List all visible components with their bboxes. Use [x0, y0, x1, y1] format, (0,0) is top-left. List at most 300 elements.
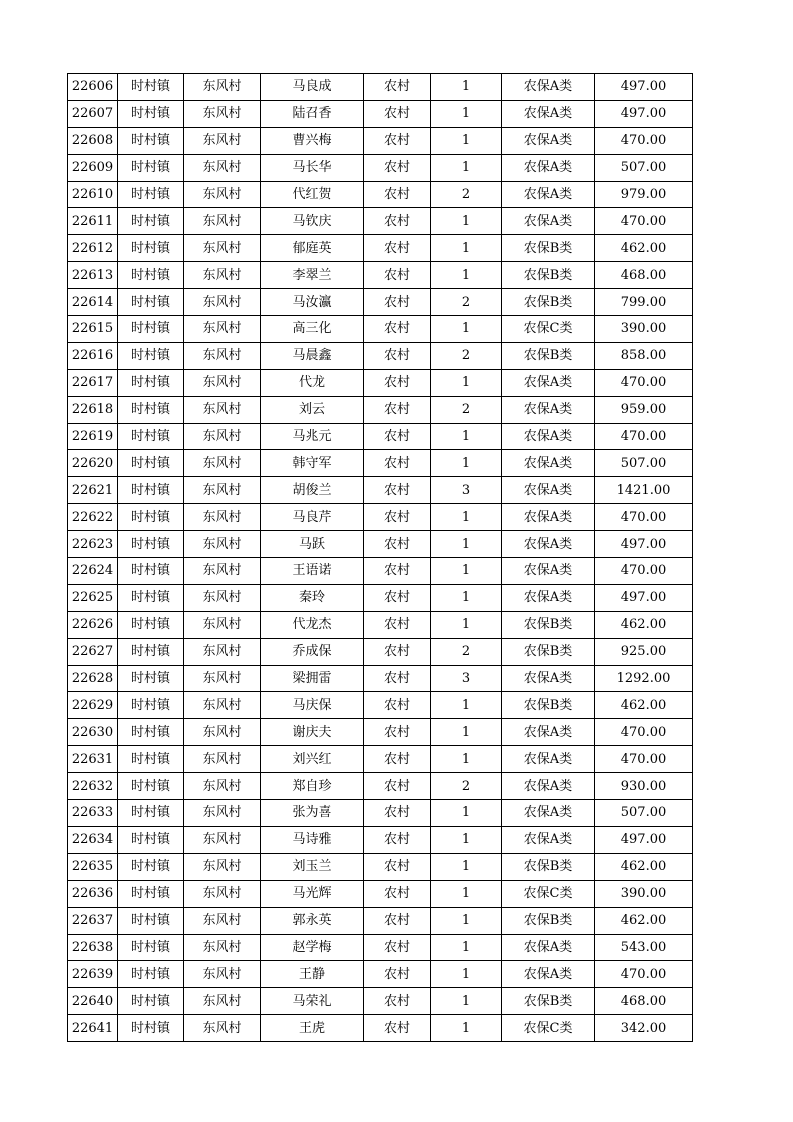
- name-cell: 谢庆夫: [261, 719, 364, 746]
- name-cell: 胡俊兰: [261, 477, 364, 504]
- category-cell: 农保B类: [502, 289, 595, 316]
- name-cell: 陆召香: [261, 100, 364, 127]
- table-row: [68, 423, 693, 450]
- area-type-cell: 农村: [364, 208, 431, 235]
- name-cell: 乔成保: [261, 638, 364, 665]
- category-cell: 农保A类: [502, 584, 595, 611]
- category-cell: 农保A类: [502, 746, 595, 773]
- category-cell: 农保B类: [502, 988, 595, 1015]
- town-cell: 时村镇: [118, 800, 184, 827]
- area-type-cell: 农村: [364, 853, 431, 880]
- area-type-cell: 农村: [364, 934, 431, 961]
- name-cell: 马兆元: [261, 423, 364, 450]
- area-type-cell: 农村: [364, 396, 431, 423]
- area-type-cell: 农村: [364, 988, 431, 1015]
- table-row: [68, 262, 693, 289]
- household-size-cell: 1: [431, 800, 502, 827]
- town-cell: 时村镇: [118, 719, 184, 746]
- amount-cell: 925.00: [595, 638, 693, 665]
- household-size-cell: 1: [431, 100, 502, 127]
- household-size-cell: 1: [431, 154, 502, 181]
- name-cell: 马荣礼: [261, 988, 364, 1015]
- amount-cell: 462.00: [595, 235, 693, 262]
- household-size-cell: 2: [431, 342, 502, 369]
- amount-cell: 462.00: [595, 853, 693, 880]
- area-type-cell: 农村: [364, 665, 431, 692]
- table-row: [68, 181, 693, 208]
- name-cell: 马光辉: [261, 880, 364, 907]
- category-cell: 农保A类: [502, 773, 595, 800]
- town-cell: 时村镇: [118, 74, 184, 101]
- village-cell: 东风村: [184, 235, 261, 262]
- amount-cell: 470.00: [595, 369, 693, 396]
- household-size-cell: 1: [431, 692, 502, 719]
- village-cell: 东风村: [184, 127, 261, 154]
- serial-number-cell: 22612: [68, 235, 118, 262]
- table-row: [68, 1015, 693, 1042]
- table-row: [68, 880, 693, 907]
- table-row: [68, 853, 693, 880]
- serial-number-cell: 22614: [68, 289, 118, 316]
- name-cell: 刘兴红: [261, 746, 364, 773]
- town-cell: 时村镇: [118, 665, 184, 692]
- category-cell: 农保A类: [502, 558, 595, 585]
- household-size-cell: 1: [431, 988, 502, 1015]
- category-cell: 农保A类: [502, 127, 595, 154]
- village-cell: 东风村: [184, 934, 261, 961]
- serial-number-cell: 22638: [68, 934, 118, 961]
- village-cell: 东风村: [184, 853, 261, 880]
- serial-number-cell: 22607: [68, 100, 118, 127]
- category-cell: 农保A类: [502, 100, 595, 127]
- household-size-cell: 3: [431, 477, 502, 504]
- village-cell: 东风村: [184, 880, 261, 907]
- town-cell: 时村镇: [118, 1015, 184, 1042]
- household-size-cell: 1: [431, 369, 502, 396]
- area-type-cell: 农村: [364, 504, 431, 531]
- amount-cell: 1292.00: [595, 665, 693, 692]
- serial-number-cell: 22623: [68, 531, 118, 558]
- area-type-cell: 农村: [364, 316, 431, 343]
- town-cell: 时村镇: [118, 235, 184, 262]
- amount-cell: 979.00: [595, 181, 693, 208]
- amount-cell: 799.00: [595, 289, 693, 316]
- table-row: [68, 235, 693, 262]
- name-cell: 梁拥雷: [261, 665, 364, 692]
- area-type-cell: 农村: [364, 1015, 431, 1042]
- town-cell: 时村镇: [118, 746, 184, 773]
- area-type-cell: 农村: [364, 127, 431, 154]
- household-size-cell: 2: [431, 181, 502, 208]
- category-cell: 农保B类: [502, 262, 595, 289]
- town-cell: 时村镇: [118, 880, 184, 907]
- category-cell: 农保A类: [502, 423, 595, 450]
- amount-cell: 470.00: [595, 719, 693, 746]
- serial-number-cell: 22625: [68, 584, 118, 611]
- table-row: [68, 477, 693, 504]
- serial-number-cell: 22606: [68, 74, 118, 101]
- town-cell: 时村镇: [118, 961, 184, 988]
- area-type-cell: 农村: [364, 181, 431, 208]
- area-type-cell: 农村: [364, 692, 431, 719]
- serial-number-cell: 22635: [68, 853, 118, 880]
- amount-cell: 470.00: [595, 558, 693, 585]
- area-type-cell: 农村: [364, 584, 431, 611]
- table-row: [68, 746, 693, 773]
- village-cell: 东风村: [184, 719, 261, 746]
- town-cell: 时村镇: [118, 853, 184, 880]
- name-cell: 郁庭英: [261, 235, 364, 262]
- area-type-cell: 农村: [364, 800, 431, 827]
- area-type-cell: 农村: [364, 477, 431, 504]
- town-cell: 时村镇: [118, 100, 184, 127]
- town-cell: 时村镇: [118, 423, 184, 450]
- name-cell: 刘云: [261, 396, 364, 423]
- town-cell: 时村镇: [118, 154, 184, 181]
- name-cell: 高三化: [261, 316, 364, 343]
- household-size-cell: 1: [431, 611, 502, 638]
- table-row: [68, 100, 693, 127]
- name-cell: 王虎: [261, 1015, 364, 1042]
- serial-number-cell: 22629: [68, 692, 118, 719]
- village-cell: 东风村: [184, 154, 261, 181]
- table-row: [68, 773, 693, 800]
- village-cell: 东风村: [184, 1015, 261, 1042]
- amount-cell: 470.00: [595, 127, 693, 154]
- serial-number-cell: 22641: [68, 1015, 118, 1042]
- village-cell: 东风村: [184, 208, 261, 235]
- town-cell: 时村镇: [118, 934, 184, 961]
- amount-cell: 543.00: [595, 934, 693, 961]
- household-size-cell: 1: [431, 531, 502, 558]
- table-row: [68, 638, 693, 665]
- town-cell: 时村镇: [118, 477, 184, 504]
- household-size-cell: 2: [431, 289, 502, 316]
- town-cell: 时村镇: [118, 611, 184, 638]
- table-row: [68, 127, 693, 154]
- serial-number-cell: 22637: [68, 907, 118, 934]
- village-cell: 东风村: [184, 800, 261, 827]
- category-cell: 农保A类: [502, 208, 595, 235]
- table-row: [68, 988, 693, 1015]
- amount-cell: 470.00: [595, 423, 693, 450]
- village-cell: 东风村: [184, 262, 261, 289]
- serial-number-cell: 22628: [68, 665, 118, 692]
- name-cell: 代红贺: [261, 181, 364, 208]
- name-cell: 赵学梅: [261, 934, 364, 961]
- town-cell: 时村镇: [118, 450, 184, 477]
- roster-table: [67, 73, 693, 1042]
- name-cell: 韩守军: [261, 450, 364, 477]
- amount-cell: 858.00: [595, 342, 693, 369]
- village-cell: 东风村: [184, 342, 261, 369]
- town-cell: 时村镇: [118, 208, 184, 235]
- household-size-cell: 2: [431, 396, 502, 423]
- village-cell: 东风村: [184, 665, 261, 692]
- table-row: [68, 907, 693, 934]
- table-row: [68, 154, 693, 181]
- area-type-cell: 农村: [364, 638, 431, 665]
- household-size-cell: 1: [431, 719, 502, 746]
- name-cell: 马跃: [261, 531, 364, 558]
- amount-cell: 470.00: [595, 746, 693, 773]
- serial-number-cell: 22617: [68, 369, 118, 396]
- amount-cell: 468.00: [595, 262, 693, 289]
- category-cell: 农保A类: [502, 665, 595, 692]
- household-size-cell: 1: [431, 961, 502, 988]
- category-cell: 农保B类: [502, 611, 595, 638]
- serial-number-cell: 22633: [68, 800, 118, 827]
- table-row: [68, 342, 693, 369]
- name-cell: 王静: [261, 961, 364, 988]
- amount-cell: 390.00: [595, 316, 693, 343]
- area-type-cell: 农村: [364, 558, 431, 585]
- household-size-cell: 1: [431, 558, 502, 585]
- village-cell: 东风村: [184, 450, 261, 477]
- area-type-cell: 农村: [364, 100, 431, 127]
- village-cell: 东风村: [184, 289, 261, 316]
- area-type-cell: 农村: [364, 880, 431, 907]
- household-size-cell: 1: [431, 127, 502, 154]
- village-cell: 东风村: [184, 907, 261, 934]
- table-row: [68, 369, 693, 396]
- village-cell: 东风村: [184, 826, 261, 853]
- amount-cell: 959.00: [595, 396, 693, 423]
- village-cell: 东风村: [184, 369, 261, 396]
- table-row: [68, 692, 693, 719]
- town-cell: 时村镇: [118, 826, 184, 853]
- amount-cell: 1421.00: [595, 477, 693, 504]
- name-cell: 马良芹: [261, 504, 364, 531]
- area-type-cell: 农村: [364, 746, 431, 773]
- amount-cell: 342.00: [595, 1015, 693, 1042]
- village-cell: 东风村: [184, 692, 261, 719]
- serial-number-cell: 22621: [68, 477, 118, 504]
- area-type-cell: 农村: [364, 369, 431, 396]
- amount-cell: 470.00: [595, 961, 693, 988]
- household-size-cell: 3: [431, 665, 502, 692]
- category-cell: 农保A类: [502, 369, 595, 396]
- town-cell: 时村镇: [118, 316, 184, 343]
- table-row: [68, 558, 693, 585]
- name-cell: 代龙杰: [261, 611, 364, 638]
- area-type-cell: 农村: [364, 611, 431, 638]
- amount-cell: 497.00: [595, 74, 693, 101]
- serial-number-cell: 22640: [68, 988, 118, 1015]
- village-cell: 东风村: [184, 423, 261, 450]
- name-cell: 秦玲: [261, 584, 364, 611]
- village-cell: 东风村: [184, 100, 261, 127]
- table-row: [68, 611, 693, 638]
- household-size-cell: 1: [431, 880, 502, 907]
- town-cell: 时村镇: [118, 289, 184, 316]
- town-cell: 时村镇: [118, 692, 184, 719]
- area-type-cell: 农村: [364, 235, 431, 262]
- name-cell: 马庆保: [261, 692, 364, 719]
- serial-number-cell: 22636: [68, 880, 118, 907]
- name-cell: 马钦庆: [261, 208, 364, 235]
- table-row: [68, 504, 693, 531]
- serial-number-cell: 22609: [68, 154, 118, 181]
- household-size-cell: 1: [431, 826, 502, 853]
- name-cell: 张为喜: [261, 800, 364, 827]
- name-cell: 郭永英: [261, 907, 364, 934]
- amount-cell: 468.00: [595, 988, 693, 1015]
- serial-number-cell: 22608: [68, 127, 118, 154]
- table-row: [68, 289, 693, 316]
- serial-number-cell: 22615: [68, 316, 118, 343]
- serial-number-cell: 22610: [68, 181, 118, 208]
- household-size-cell: 1: [431, 423, 502, 450]
- category-cell: 农保A类: [502, 531, 595, 558]
- serial-number-cell: 22619: [68, 423, 118, 450]
- household-size-cell: 2: [431, 773, 502, 800]
- category-cell: 农保A类: [502, 719, 595, 746]
- category-cell: 农保A类: [502, 450, 595, 477]
- amount-cell: 462.00: [595, 611, 693, 638]
- name-cell: 代龙: [261, 369, 364, 396]
- household-size-cell: 1: [431, 450, 502, 477]
- area-type-cell: 农村: [364, 74, 431, 101]
- category-cell: 农保A类: [502, 504, 595, 531]
- area-type-cell: 农村: [364, 907, 431, 934]
- household-size-cell: 1: [431, 853, 502, 880]
- amount-cell: 470.00: [595, 208, 693, 235]
- town-cell: 时村镇: [118, 584, 184, 611]
- serial-number-cell: 22616: [68, 342, 118, 369]
- household-size-cell: 1: [431, 262, 502, 289]
- town-cell: 时村镇: [118, 907, 184, 934]
- amount-cell: 497.00: [595, 100, 693, 127]
- household-size-cell: 1: [431, 504, 502, 531]
- village-cell: 东风村: [184, 531, 261, 558]
- category-cell: 农保B类: [502, 342, 595, 369]
- serial-number-cell: 22613: [68, 262, 118, 289]
- village-cell: 东风村: [184, 988, 261, 1015]
- category-cell: 农保A类: [502, 74, 595, 101]
- serial-number-cell: 22634: [68, 826, 118, 853]
- household-size-cell: 1: [431, 746, 502, 773]
- town-cell: 时村镇: [118, 988, 184, 1015]
- village-cell: 东风村: [184, 504, 261, 531]
- area-type-cell: 农村: [364, 531, 431, 558]
- table-row: [68, 719, 693, 746]
- town-cell: 时村镇: [118, 127, 184, 154]
- serial-number-cell: 22639: [68, 961, 118, 988]
- amount-cell: 507.00: [595, 154, 693, 181]
- town-cell: 时村镇: [118, 369, 184, 396]
- town-cell: 时村镇: [118, 181, 184, 208]
- village-cell: 东风村: [184, 611, 261, 638]
- serial-number-cell: 22624: [68, 558, 118, 585]
- name-cell: 王语诺: [261, 558, 364, 585]
- amount-cell: 497.00: [595, 531, 693, 558]
- village-cell: 东风村: [184, 477, 261, 504]
- serial-number-cell: 22632: [68, 773, 118, 800]
- name-cell: 马晨鑫: [261, 342, 364, 369]
- area-type-cell: 农村: [364, 450, 431, 477]
- category-cell: 农保A类: [502, 181, 595, 208]
- table-row: [68, 74, 693, 101]
- village-cell: 东风村: [184, 181, 261, 208]
- name-cell: 马长华: [261, 154, 364, 181]
- category-cell: 农保A类: [502, 800, 595, 827]
- area-type-cell: 农村: [364, 154, 431, 181]
- amount-cell: 497.00: [595, 584, 693, 611]
- area-type-cell: 农村: [364, 961, 431, 988]
- village-cell: 东风村: [184, 558, 261, 585]
- village-cell: 东风村: [184, 316, 261, 343]
- category-cell: 农保B类: [502, 907, 595, 934]
- category-cell: 农保B类: [502, 853, 595, 880]
- town-cell: 时村镇: [118, 504, 184, 531]
- household-size-cell: 1: [431, 208, 502, 235]
- household-size-cell: 2: [431, 638, 502, 665]
- village-cell: 东风村: [184, 584, 261, 611]
- village-cell: 东风村: [184, 638, 261, 665]
- category-cell: 农保A类: [502, 961, 595, 988]
- roster-body: [68, 74, 693, 1042]
- serial-number-cell: 22631: [68, 746, 118, 773]
- area-type-cell: 农村: [364, 719, 431, 746]
- household-size-cell: 1: [431, 584, 502, 611]
- village-cell: 东风村: [184, 74, 261, 101]
- household-size-cell: 1: [431, 1015, 502, 1042]
- table-row: [68, 665, 693, 692]
- household-size-cell: 1: [431, 74, 502, 101]
- area-type-cell: 农村: [364, 342, 431, 369]
- category-cell: 农保B类: [502, 235, 595, 262]
- area-type-cell: 农村: [364, 262, 431, 289]
- table-row: [68, 316, 693, 343]
- amount-cell: 470.00: [595, 504, 693, 531]
- name-cell: 曹兴梅: [261, 127, 364, 154]
- amount-cell: 507.00: [595, 450, 693, 477]
- table-row: [68, 584, 693, 611]
- table-row: [68, 531, 693, 558]
- serial-number-cell: 22611: [68, 208, 118, 235]
- household-size-cell: 1: [431, 907, 502, 934]
- amount-cell: 462.00: [595, 907, 693, 934]
- serial-number-cell: 22618: [68, 396, 118, 423]
- village-cell: 东风村: [184, 746, 261, 773]
- household-size-cell: 1: [431, 316, 502, 343]
- town-cell: 时村镇: [118, 262, 184, 289]
- name-cell: 郑自珍: [261, 773, 364, 800]
- serial-number-cell: 22622: [68, 504, 118, 531]
- category-cell: 农保C类: [502, 316, 595, 343]
- category-cell: 农保C类: [502, 880, 595, 907]
- area-type-cell: 农村: [364, 773, 431, 800]
- village-cell: 东风村: [184, 961, 261, 988]
- amount-cell: 497.00: [595, 826, 693, 853]
- category-cell: 农保C类: [502, 1015, 595, 1042]
- category-cell: 农保B类: [502, 638, 595, 665]
- category-cell: 农保A类: [502, 934, 595, 961]
- serial-number-cell: 22620: [68, 450, 118, 477]
- category-cell: 农保A类: [502, 154, 595, 181]
- area-type-cell: 农村: [364, 826, 431, 853]
- amount-cell: 390.00: [595, 880, 693, 907]
- table-row: [68, 450, 693, 477]
- table-row: [68, 208, 693, 235]
- area-type-cell: 农村: [364, 423, 431, 450]
- serial-number-cell: 22627: [68, 638, 118, 665]
- serial-number-cell: 22630: [68, 719, 118, 746]
- town-cell: 时村镇: [118, 638, 184, 665]
- name-cell: 李翠兰: [261, 262, 364, 289]
- amount-cell: 507.00: [595, 800, 693, 827]
